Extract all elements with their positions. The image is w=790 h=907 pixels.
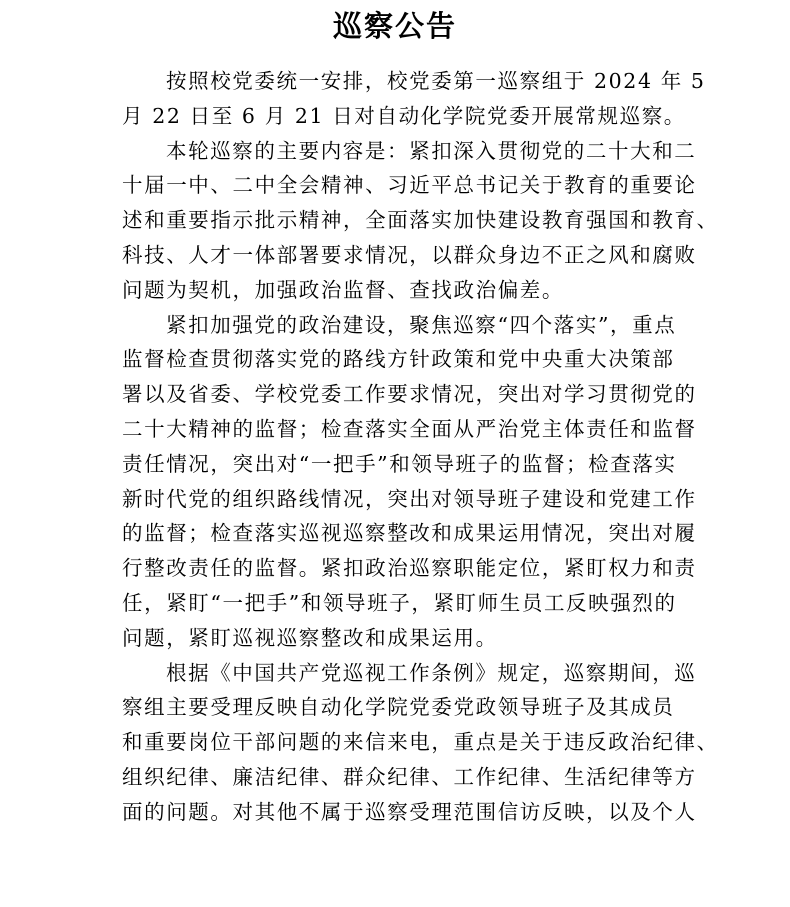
text-line: 科技、人才一体部署要求情况，以群众身边不正之风和腐败 [122,242,697,267]
text-line: 紧扣加强党的政治建设，聚焦巡察“四个落实”，重点 [166,312,677,337]
text-line: 任，紧盯“一把手”和领导班子，紧盯师生员工反映强烈的 [122,590,677,615]
text-line: 新时代党的组织路线情况，突出对领导班子建设和党建工作 [122,486,697,511]
text-line: 根据《中国共产党巡视工作条例》规定，巡察期间，巡 [166,660,697,685]
announcement-body [122,64,719,830]
text-line: 的监督；检查落实巡视巡察整改和成果运用情况，突出对履 [122,521,697,546]
text-line: 问题，紧盯巡视巡察整改和成果运用。 [122,625,498,650]
text-line: 行整改责任的监督。紧扣政治巡察职能定位，紧盯权力和责 [122,556,697,581]
text-line: 十届一中、二中全会精神、习近平总书记关于教育的重要论 [122,173,697,198]
text-line: 面的问题。对其他不属于巡察受理范围信访反映，以及个人 [122,799,697,824]
text-line: 问题为契机，加强政治监督、查找政治偏差。 [122,277,564,302]
text-line: 和重要岗位干部问题的来信来电，重点是关于违反政治纪律、 [122,730,719,755]
text-line: 察组主要受理反映自动化学院党委党政领导班子及其成员 [122,695,675,720]
text-line: 按照校党委统一安排，校党委第一巡察组于 2024 年 5 [166,69,706,93]
text-line: 署以及省委、学校党委工作要求情况，突出对学习贯彻党的 [122,382,697,407]
page-title: 巡察公告 [332,9,457,43]
text-line: 组织纪律、廉洁纪律、群众纪律、工作纪律、生活纪律等方 [122,764,697,789]
text-line: 月 22 日至 6 月 21 日对自动化学院党委开展常规巡察。 [122,103,686,128]
text-line: 监督检查贯彻落实党的路线方针政策和党中央重大决策部 [122,347,675,372]
text-line: 责任情况，突出对“一把手”和领导班子的监督；检查落实 [122,451,677,476]
text-line: 述和重要指示批示精神，全面落实加快建设教育强国和教育、 [122,208,719,233]
text-line: 二十大精神的监督；检查落实全面从严治党主体责任和监督 [122,416,697,441]
text-line: 本轮巡察的主要内容是：紧扣深入贯彻党的二十大和二 [166,138,697,163]
